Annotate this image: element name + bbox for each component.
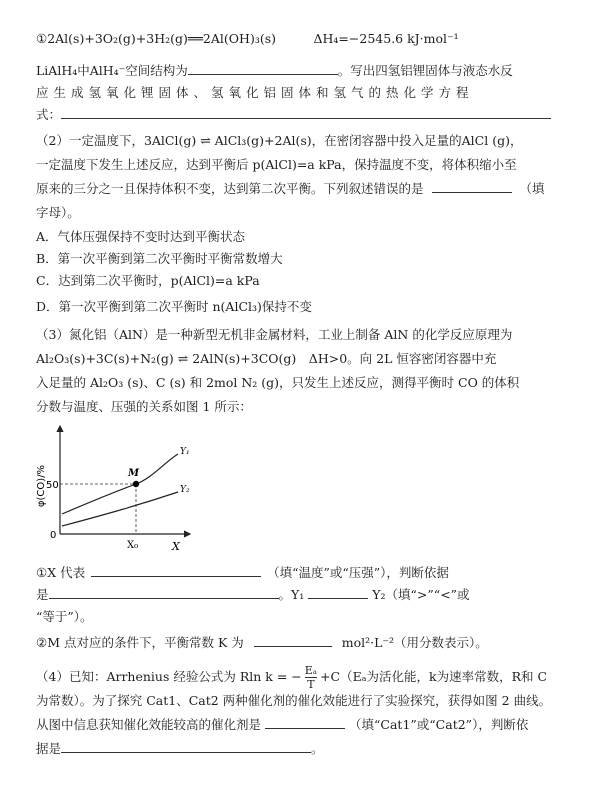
text: 。 bbox=[311, 741, 324, 756]
question-line bbox=[36, 608, 567, 626]
series-y2-line bbox=[62, 492, 178, 526]
question-line bbox=[36, 62, 567, 80]
text: ①X 代表 bbox=[36, 565, 86, 580]
answer-blank[interactable] bbox=[432, 180, 512, 193]
text: 据是 bbox=[36, 741, 62, 756]
thermo-equation: ①2Al(s)+3O₂(g)+3H₂(g)══2Al(OH)₃(s) ΔH₄=−2545.6 kJ·mol⁻¹ bbox=[36, 31, 459, 46]
answer-blank[interactable] bbox=[308, 586, 368, 599]
text: B．第一次平衡到第二次平衡时平衡常数增大 bbox=[36, 251, 283, 266]
point-m bbox=[133, 481, 139, 487]
answer-blank[interactable] bbox=[91, 564, 261, 577]
text: 一定温度下发生上述反应，达到平衡后 p(AlCl)=a kPa，保持温度不变，将体积缩小至 bbox=[36, 157, 517, 172]
text: +C（Eₐ为活化能，k为速率常数，R和 C bbox=[320, 669, 548, 684]
text: 入足量的 Al₂O₃ (s)、C (s) 和 2mol N₂ (g)，只发生上述反应，测得平衡时 CO 的体积 bbox=[36, 375, 520, 390]
question-line bbox=[36, 180, 567, 198]
text: A．气体压强保持不变时达到平衡状态 bbox=[36, 229, 246, 244]
text: 应生成氢氧化锂固体、氢氧化铝固体和氢气的热化学方程 bbox=[36, 85, 474, 100]
series-y1-label: Y₁ bbox=[180, 447, 190, 457]
question-line bbox=[36, 204, 567, 222]
question-line bbox=[36, 350, 567, 368]
question-line bbox=[36, 664, 567, 691]
text: （2）一定温度下，3AlCl(g) ⇌ AlCl₃(g)+2Al(s)，在密闭容器中投入足量的AlCl (g)， bbox=[36, 133, 523, 148]
question-line bbox=[36, 634, 567, 652]
option-a bbox=[36, 228, 567, 246]
question-line bbox=[36, 398, 567, 416]
question-line bbox=[36, 106, 567, 124]
text: 为常数）。为了探究 Cat1、Cat2 两种催化剂的催化效能进行了实验探究，获得如图 2 曲线。 bbox=[36, 693, 552, 708]
option-c bbox=[36, 272, 567, 290]
text: mol²·L⁻²（用分数表示）。 bbox=[341, 635, 488, 650]
text: （填“温度”或“压强”），判断依据 bbox=[267, 565, 449, 580]
text: C．达到第二次平衡时，p(AlCl)=a kPa bbox=[36, 273, 260, 288]
text: D．第一次平衡到第二次平衡时 n(AlCl₃)保持不变 bbox=[36, 299, 312, 314]
answer-blank[interactable] bbox=[254, 634, 332, 647]
text: 字母）。 bbox=[36, 205, 80, 220]
question-line bbox=[36, 132, 567, 150]
answer-blank[interactable] bbox=[61, 106, 551, 119]
text: LiAlH₄中AlH₄⁻空间结构为 bbox=[36, 63, 188, 78]
text: 。写出四氢铝锂固体与液态水反 bbox=[337, 63, 513, 78]
figure-1-chart bbox=[30, 418, 200, 558]
text: （填 bbox=[519, 181, 545, 196]
question-line bbox=[36, 692, 567, 710]
answer-blank[interactable] bbox=[265, 716, 345, 729]
question-line bbox=[36, 326, 567, 344]
text: ②M 点对应的条件下，平衡常数 K 为 bbox=[36, 635, 244, 650]
question-line bbox=[36, 564, 567, 582]
text: 原来的三分之一且保持体积不变，达到第二次平衡。下列叙述错误的是 bbox=[36, 181, 424, 196]
question-line bbox=[36, 156, 567, 174]
text: （填“Cat1”或“Cat2”），判断依 bbox=[349, 717, 529, 732]
text: 分数与温度、压强的关系如图 1 所示： bbox=[36, 399, 252, 414]
equation-line bbox=[36, 30, 567, 48]
x-tick-x0: X₀ bbox=[127, 540, 139, 551]
text: 从图中信息获知催化效能较高的催化剂是 bbox=[36, 717, 262, 732]
text: 是 bbox=[36, 587, 49, 602]
question-line bbox=[36, 716, 567, 734]
fraction-denominator: T bbox=[307, 678, 315, 691]
x-axis-label: X bbox=[172, 540, 180, 553]
question-line bbox=[36, 586, 567, 604]
fraction-numerator: Eₐ bbox=[304, 664, 318, 677]
question-line bbox=[36, 374, 567, 392]
option-d bbox=[36, 298, 567, 316]
question-line bbox=[36, 740, 567, 758]
text: Y₂（填“>”“<”或 bbox=[372, 587, 470, 602]
text: 式： bbox=[36, 107, 62, 122]
text: “等于”）。 bbox=[36, 609, 93, 624]
point-m-label: M bbox=[128, 468, 140, 479]
text: （4）已知：Arrhenius 经验公式为 Rln k = − bbox=[36, 669, 302, 684]
text: （3）氮化铝（AlN）是一种新型无机非金属材料，工业上制备 AlN 的化学反应原理为 bbox=[36, 327, 513, 342]
answer-blank[interactable] bbox=[188, 62, 338, 75]
text: Al₂O₃(s)+3C(s)+N₂(g) ⇌ 2AlN(s)+3CO(g) ΔH>0。向 2L 恒容密闭容器中充 bbox=[36, 351, 497, 366]
answer-blank[interactable] bbox=[61, 740, 311, 753]
text: 。Y₁ bbox=[278, 587, 305, 602]
series-y2-label: Y₂ bbox=[180, 485, 190, 495]
y-tick-0: 0 bbox=[50, 530, 57, 541]
question-line bbox=[36, 84, 567, 102]
option-b bbox=[36, 250, 567, 268]
fraction bbox=[305, 664, 317, 691]
answer-blank[interactable] bbox=[49, 586, 279, 599]
y-axis-label: φ(CO)/% bbox=[36, 464, 47, 508]
y-tick-50: 50 bbox=[46, 480, 59, 491]
